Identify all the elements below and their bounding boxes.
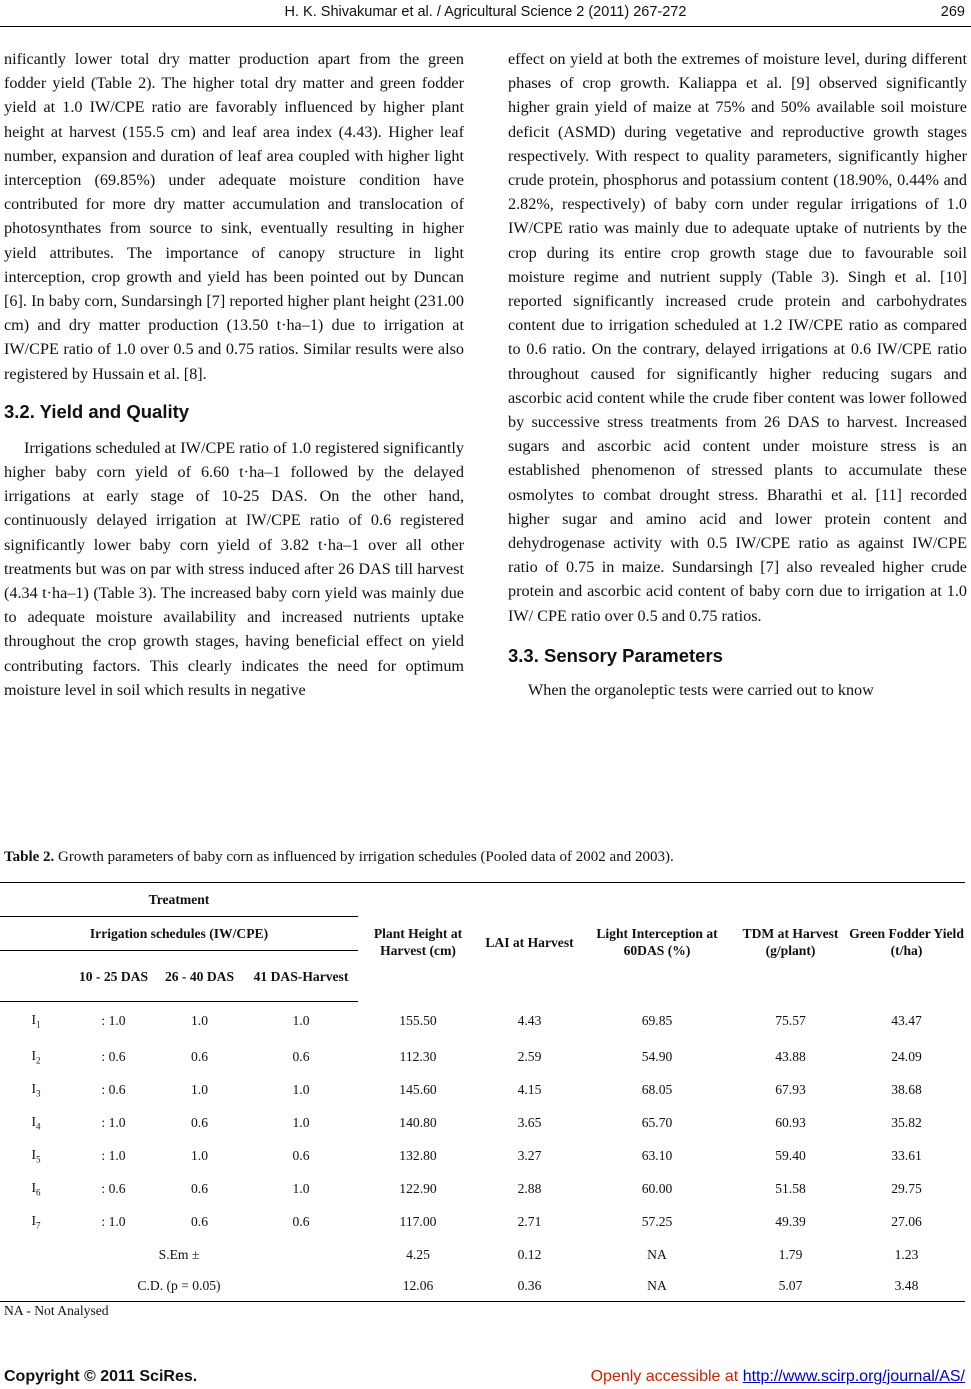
stage-2-value-text: 0.6 xyxy=(191,1180,208,1196)
plant-height-value xyxy=(358,1172,478,1205)
stage-2-value xyxy=(155,1040,244,1073)
stage-3-value-text: 1.0 xyxy=(292,1114,310,1130)
table-row xyxy=(0,1172,965,1205)
stage-2-value-text: 1.0 xyxy=(191,1147,208,1163)
lai-value-text: 3.65 xyxy=(517,1114,542,1130)
lai-value-text: 2.88 xyxy=(517,1180,542,1196)
treatment-id-text: I xyxy=(31,1012,37,1028)
header-green-fodder: Green Fodder Yield (t/ha) xyxy=(848,883,965,1002)
light-interception-value-text: 60.00 xyxy=(641,1180,673,1196)
right-paragraph-2: When the organoleptic tests were carried out to know xyxy=(528,680,874,699)
header-stage-1: 10 - 25 DAS xyxy=(72,951,155,1002)
stage-2-value-text: 0.6 xyxy=(191,1213,208,1229)
green-fodder-value xyxy=(848,1040,965,1073)
plant-height-value xyxy=(358,1002,478,1041)
stage-3-value xyxy=(244,1073,358,1106)
plant-height-value-text: 122.90 xyxy=(399,1180,437,1196)
stage-3-value-text: 0.6 xyxy=(292,1213,310,1229)
light-interception-value xyxy=(581,1106,733,1139)
table-caption xyxy=(4,849,674,866)
light-interception-value xyxy=(581,1139,733,1172)
green-fodder-value-text: 33.61 xyxy=(891,1147,922,1163)
tdm-value xyxy=(733,1002,848,1041)
stage-2-value xyxy=(155,1106,244,1139)
stage-1-value-text: : 1.0 xyxy=(101,1114,126,1130)
section-heading-sensory: 3.3. Sensory Parameters xyxy=(508,644,723,666)
plant-height-value-text: 117.00 xyxy=(399,1213,437,1229)
stage-2-value xyxy=(155,1139,244,1172)
tdm-value-text: 60.93 xyxy=(775,1114,806,1130)
sem-row-ph: 4.25 xyxy=(406,1246,430,1262)
sem-row xyxy=(0,1238,965,1271)
growth-parameters-table xyxy=(0,882,965,1302)
stage-3-value-text: 1.0 xyxy=(292,1081,310,1097)
light-interception-value-text: 57.25 xyxy=(641,1213,673,1229)
table-body xyxy=(0,1002,965,1302)
plant-height-value xyxy=(358,1106,478,1139)
treatment-id-text: I xyxy=(31,1146,37,1162)
tdm-value xyxy=(733,1040,848,1073)
header-plant-height: Plant Height at Harvest (cm) xyxy=(358,883,478,1002)
stage-3-value-text: 1.0 xyxy=(292,1013,310,1028)
table-caption-text: Growth parameters of baby corn as influenced by irrigation schedules (Pooled data of 2002 and 2003). xyxy=(54,849,674,865)
treatment-id xyxy=(0,1205,72,1238)
lai-value-text: 3.27 xyxy=(517,1147,542,1163)
stage-1-value-text: : 0.6 xyxy=(101,1081,126,1097)
header-rule xyxy=(0,26,971,27)
light-interception-value xyxy=(581,1073,733,1106)
treatment-id-text: I xyxy=(31,1179,37,1195)
plant-height-value-text: 155.50 xyxy=(399,1012,437,1028)
treatment-id-text: I xyxy=(31,1047,37,1063)
stage-1-value xyxy=(72,1073,155,1106)
lai-value-text: 4.15 xyxy=(517,1081,542,1097)
tdm-value xyxy=(733,1073,848,1106)
header-irrigation-schedules: Irrigation schedules (IW/CPE) xyxy=(0,917,358,951)
treatment-id-text: I xyxy=(31,1212,37,1228)
stage-2-value xyxy=(155,1205,244,1238)
green-fodder-value-text: 35.82 xyxy=(891,1114,922,1130)
tdm-value-text: 67.93 xyxy=(775,1081,806,1097)
table-row xyxy=(0,1073,965,1106)
stage-1-value xyxy=(72,1002,155,1041)
light-interception-value-text: 68.05 xyxy=(641,1081,673,1097)
header-treatment: Treatment xyxy=(0,883,358,917)
table-caption-label: Table 2. xyxy=(4,849,55,865)
stage-1-value xyxy=(72,1106,155,1139)
stage-1-value-text: : 1.0 xyxy=(101,1147,126,1163)
table-row xyxy=(0,1040,965,1073)
stage-1-value xyxy=(72,1205,155,1238)
access-line xyxy=(591,1368,965,1386)
lai-value xyxy=(478,1040,581,1073)
section-heading-yield-quality: 3.2. Yield and Quality xyxy=(4,400,190,422)
light-interception-value-text: 54.90 xyxy=(641,1048,673,1064)
stage-3-value xyxy=(244,1002,358,1041)
treatment-id xyxy=(0,1073,72,1106)
lai-value xyxy=(478,1205,581,1238)
plant-height-value xyxy=(358,1139,478,1172)
stage-3-value-text: 0.6 xyxy=(292,1147,310,1163)
sem-row-gf: 1.23 xyxy=(894,1246,919,1262)
green-fodder-value-text: 38.68 xyxy=(891,1081,922,1097)
green-fodder-value xyxy=(848,1139,965,1172)
journal-link[interactable]: http://www.scirp.org/journal/AS/ xyxy=(742,1368,965,1385)
light-interception-value xyxy=(581,1040,733,1073)
stage-3-value xyxy=(244,1040,358,1073)
stage-3-value xyxy=(244,1172,358,1205)
stage-2-value-text: 1.0 xyxy=(191,1081,208,1097)
stage-1-value-text: : 1.0 xyxy=(101,1213,126,1229)
treatment-subscript: 6 xyxy=(36,1187,41,1198)
plant-height-value-text: 112.30 xyxy=(399,1048,437,1064)
light-interception-value-text: 63.10 xyxy=(641,1147,673,1163)
green-fodder-value xyxy=(848,1002,965,1041)
treatment-subscript: 3 xyxy=(36,1088,41,1099)
right-paragraph-1: effect on yield at both the extremes of moisture level, during different phases of crop growth. Kaliappa et al. [9] observed significantly higher grain yield of maize at 75% and 50% available soil moisture deficit (ASMD) during vegetative and reproductive growth stages respectively. With respect to quality parameters, significantly higher crude protein, phosphorus and potassium content (18.90%, 0.44% and 2.82%, respectively) of baby corn under regular irrigations of 1.0 IW/CPE ratio was mainly due to adequate uptake of nutrients by the crop during its entire crop growth stage due to favourable soil moisture regime and nutrient supply (Table 3). Singh et al. [10] reported significantly increased crude protein and carbohydrates content due to irrigation scheduled at 1.2 IW/CPE ratio as compared to 0.6 ratio. On the contrary, delayed irrigations at 0.6 IW/CPE ratio throughout caused for significantly higher reducing sugars and ascorbic acid content while the crude fiber content was lower followed by successive stress treatments from 26 DAS to harvest. Increased sugars and ascorbic acid content under moisture stress is an established phenomenon of stressed plants to accumulate these osmolytes to combat drought stress. Bharathi et al. [11] recorded higher sugar and amino acid and lower protein content and dehydrogenase activity with 0.5 IW/CPE ratio as against IW/CPE ratio of 0.75 in maize. Sundarsingh [7] also revealed higher crude protein and ascorbic acid content of baby corn due to irrigation at 1.0 IW/ CPE ratio over 0.5 and 0.75 ratios. xyxy=(508,50,967,625)
table-row xyxy=(0,1139,965,1172)
header-blank xyxy=(0,951,72,1002)
header-light-interception: Light Interception at 60DAS (%) xyxy=(581,883,733,1002)
lai-value xyxy=(478,1172,581,1205)
stage-1-value xyxy=(72,1172,155,1205)
green-fodder-value-text: 27.06 xyxy=(891,1213,922,1229)
page-number: 269 xyxy=(940,4,965,20)
stage-3-value xyxy=(244,1205,358,1238)
stage-2-value xyxy=(155,1172,244,1205)
lai-value xyxy=(478,1139,581,1172)
running-head-text: H. K. Shivakumar et al. / Agricultural Science 2 (2011) 267-272 xyxy=(284,4,687,20)
stage-3-value-text: 1.0 xyxy=(292,1180,310,1196)
light-interception-value xyxy=(581,1205,733,1238)
right-column xyxy=(508,47,967,702)
green-fodder-value xyxy=(848,1073,965,1106)
tdm-value xyxy=(733,1139,848,1172)
light-interception-value-text: 65.70 xyxy=(641,1114,673,1130)
green-fodder-value xyxy=(848,1172,965,1205)
stage-1-value xyxy=(72,1040,155,1073)
cd-row xyxy=(0,1271,965,1302)
stage-1-value-text: : 0.6 xyxy=(101,1048,126,1064)
tdm-value-text: 49.39 xyxy=(775,1213,806,1229)
tdm-value xyxy=(733,1106,848,1139)
treatment-subscript: 2 xyxy=(36,1055,41,1066)
stage-2-value-text: 0.6 xyxy=(191,1114,208,1130)
table-note: NA - Not Analysed xyxy=(4,1303,109,1318)
header-stage-2: 26 - 40 DAS xyxy=(155,951,244,1002)
left-paragraph-1: nificantly lower total dry matter production apart from the green fodder yield (Table 2). The higher total dry matter and green fodder yield at 1.0 IW/CPE ratio are favorably influenced by higher plant height at harvest (155.5 cm) and leaf area index (4.43). Higher leaf number, expansion and duration of leaf area coupled with higher light interception (69.85%) under adequate moisture condition have contributed for more dry matter accumulation and translocation of photosynthates from source to sink, eventually resulting in higher yield attributes. The importance of canopy structure in light interception, crop growth and yield has been pointed out by Duncan [6]. In baby corn, Sundarsingh [7] reported higher plant height (231.00 cm) and dry matter production (13.50 t·ha–1) due to irrigation at IW/CPE ratio of 1.0 over 0.5 and 0.75 ratios. Similar results were also registered by Hussain et al. [8]. xyxy=(4,50,464,383)
treatment-subscript: 4 xyxy=(36,1121,41,1132)
access-text: Openly accessible at xyxy=(590,1368,743,1385)
treatment-id xyxy=(0,1106,72,1139)
plant-height-value-text: 145.60 xyxy=(399,1081,437,1097)
lai-value xyxy=(478,1106,581,1139)
plant-height-value-text: 140.80 xyxy=(399,1114,437,1130)
running-header xyxy=(0,4,971,20)
light-interception-value xyxy=(581,1002,733,1041)
lai-value-text: 2.59 xyxy=(517,1048,542,1064)
plant-height-value-text: 132.80 xyxy=(399,1147,437,1163)
header-stage-3: 41 DAS-Harvest xyxy=(244,951,358,1002)
left-column xyxy=(4,47,464,702)
treatment-subscript: 7 xyxy=(36,1220,41,1231)
tdm-value-text: 59.40 xyxy=(775,1147,806,1163)
table-row xyxy=(0,1002,965,1041)
stage-3-value-text: 0.6 xyxy=(292,1048,310,1064)
lai-value xyxy=(478,1073,581,1106)
lai-value-text: 2.71 xyxy=(517,1213,542,1229)
lai-value-text: 4.43 xyxy=(517,1012,542,1028)
green-fodder-value-text: 29.75 xyxy=(891,1180,922,1196)
stage-3-value xyxy=(244,1139,358,1172)
treatment-id xyxy=(0,1139,72,1172)
cd-row-gf: 3.48 xyxy=(848,1271,965,1302)
left-paragraph-2: Irrigations scheduled at IW/CPE ratio of 1.0 registered significantly higher baby corn yield of 6.60 t·ha–1 followed by the delayed irrigations at early stage of 10-25 DAS. On the other hand, continuously delayed irrigation at IW/CPE ratio of 0.6 registered significantly lower baby corn yield of 3.82 t·ha–1 over all other treatments but was on par with stress induced after 26 DAS till harvest (4.34 t·ha–1) (Table 3). The increased baby corn yield was mainly due to adequate moisture availability and increased nutrients uptake throughout the crop growth stages, having beneficial effect on yield contributing factors. This clearly indicates the need for optimum moisture level in soil which results in negative xyxy=(4,438,464,699)
header-tdm: TDM at Harvest (g/plant) xyxy=(733,883,848,1002)
stage-2-value-text: 1.0 xyxy=(191,1013,208,1028)
cd-row-label: C.D. (p = 0.05) xyxy=(0,1271,358,1302)
stage-2-value xyxy=(155,1002,244,1041)
light-interception-value xyxy=(581,1172,733,1205)
treatment-id xyxy=(0,1002,72,1041)
sem-row-tdm: 1.79 xyxy=(778,1246,803,1262)
light-interception-value-text: 69.85 xyxy=(641,1012,673,1028)
tdm-value-text: 51.58 xyxy=(775,1180,806,1196)
plant-height-value xyxy=(358,1205,478,1238)
header-lai: LAI at Harvest xyxy=(478,883,581,1002)
stage-2-value-text: 0.6 xyxy=(191,1048,208,1064)
stage-1-value-text: : 1.0 xyxy=(101,1013,126,1028)
stage-1-value-text: : 0.6 xyxy=(101,1180,126,1196)
sem-row-li: NA xyxy=(647,1246,667,1262)
treatment-id xyxy=(0,1172,72,1205)
tdm-value-text: 75.57 xyxy=(775,1012,806,1028)
treatment-id-text: I xyxy=(31,1080,37,1096)
lai-value xyxy=(478,1002,581,1041)
plant-height-value xyxy=(358,1040,478,1073)
green-fodder-value-text: 43.47 xyxy=(891,1012,922,1028)
plant-height-value xyxy=(358,1073,478,1106)
tdm-value-text: 43.88 xyxy=(775,1048,806,1064)
table-row xyxy=(0,1106,965,1139)
treatment-id xyxy=(0,1040,72,1073)
copyright-text: Copyright © 2011 SciRes. xyxy=(4,1368,198,1385)
treatment-subscript: 5 xyxy=(36,1154,41,1165)
tdm-value xyxy=(733,1205,848,1238)
treatment-subscript: 1 xyxy=(36,1019,41,1030)
sem-row-label: S.Em ± xyxy=(158,1246,200,1262)
green-fodder-value-text: 24.09 xyxy=(891,1048,922,1064)
cd-row-tdm: 5.07 xyxy=(733,1271,848,1302)
stage-3-value xyxy=(244,1106,358,1139)
green-fodder-value xyxy=(848,1106,965,1139)
green-fodder-value xyxy=(848,1205,965,1238)
tdm-value xyxy=(733,1172,848,1205)
treatment-id-text: I xyxy=(31,1113,37,1129)
stage-2-value xyxy=(155,1073,244,1106)
sem-row-lai: 0.12 xyxy=(517,1246,542,1262)
cd-row-li: NA xyxy=(581,1271,733,1302)
table-row xyxy=(0,1205,965,1238)
cd-row-ph: 12.06 xyxy=(358,1271,478,1302)
stage-1-value xyxy=(72,1139,155,1172)
cd-row-lai: 0.36 xyxy=(478,1271,581,1302)
